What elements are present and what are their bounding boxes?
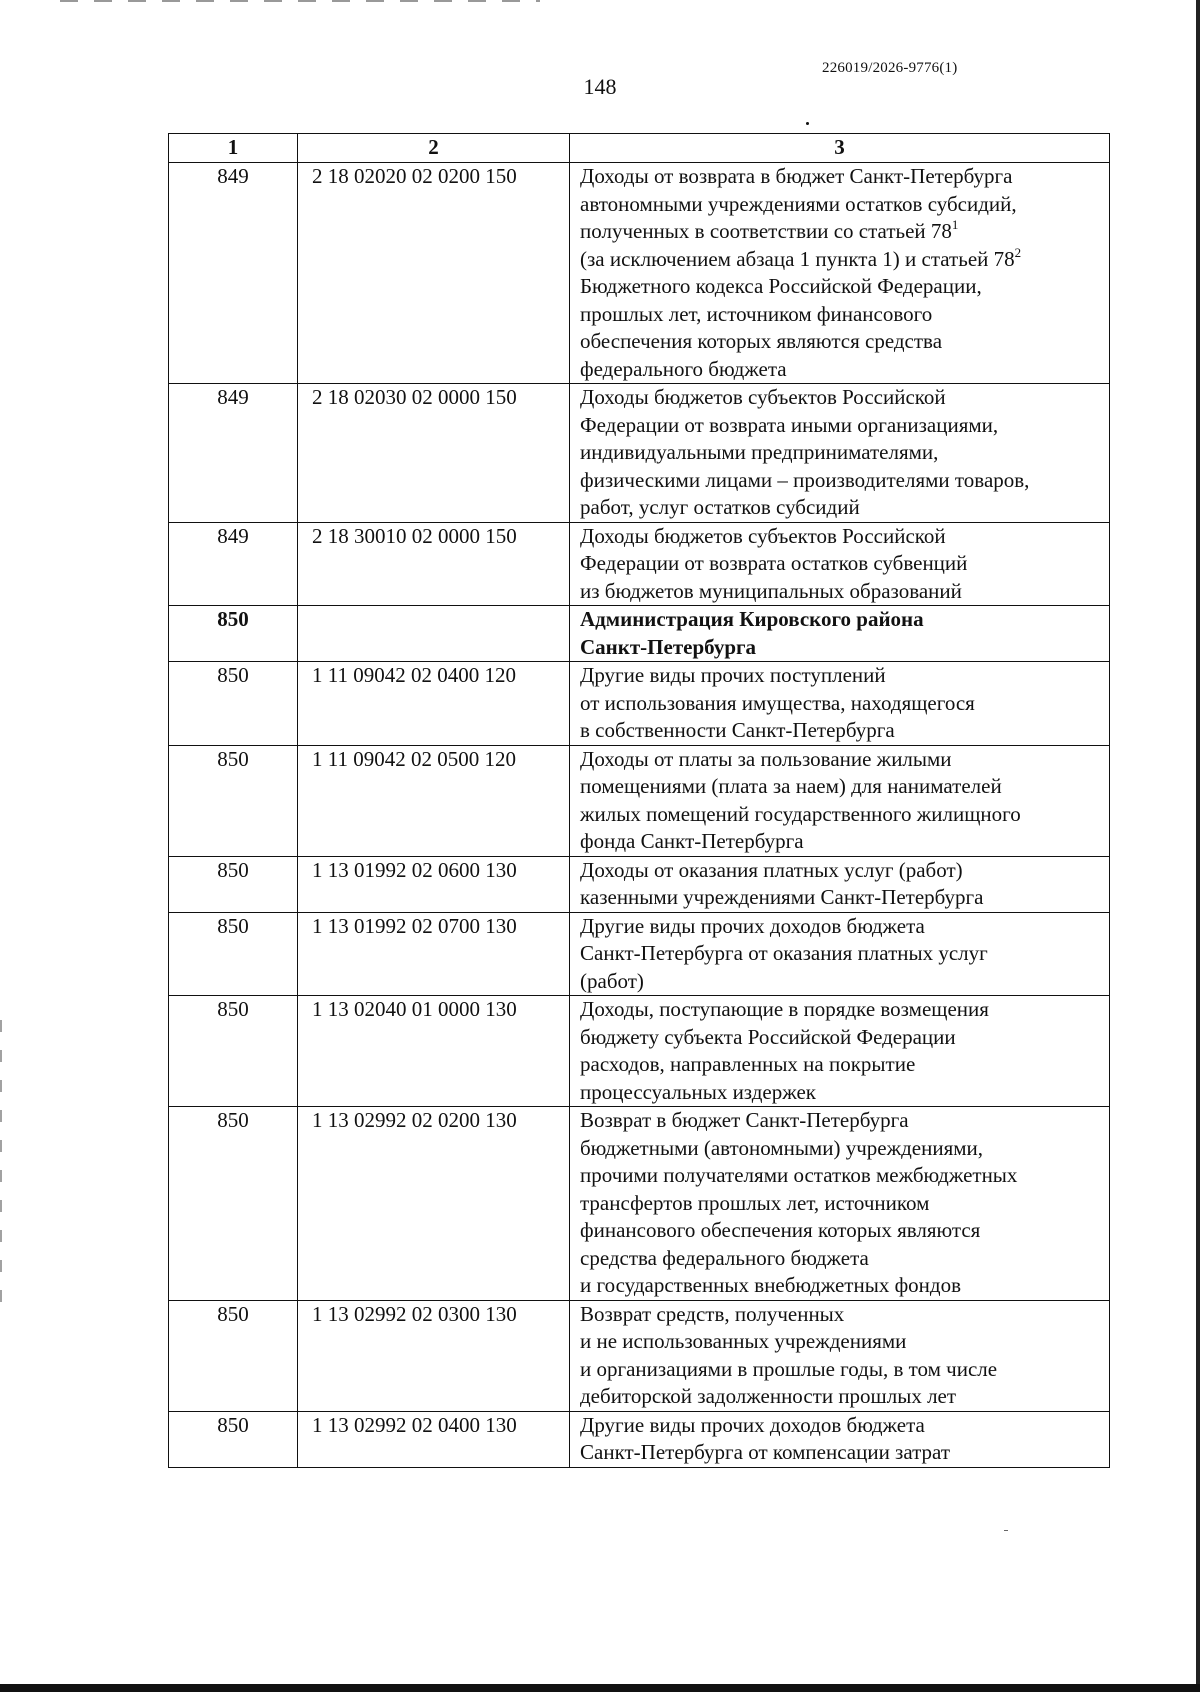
description-line [580,384,1103,412]
description-line [580,884,1103,912]
table-row [169,1411,1110,1467]
description-line [580,1024,1103,1052]
table-header-row [169,134,1110,163]
admin-code-cell: 849 [169,163,298,384]
description-line [580,1051,1103,1079]
description-line [580,828,1103,856]
description-line [580,163,1103,191]
description-text: процессуальных издержек [580,1079,816,1104]
description-text: индивидуальными предпринимателями, [580,440,939,464]
description-line [580,857,1103,885]
description-line [580,1135,1103,1163]
description-cell [570,522,1110,606]
description-text: работ, услуг остатков субсидий [580,495,860,519]
description-cell [570,996,1110,1107]
description-text: Санкт-Петербурга от оказания платных услуг [580,941,988,965]
description-text: бюджету субъекта Российской Федерации [580,1024,956,1049]
description-line [580,1079,1103,1107]
admin-code-cell: 850 [169,662,298,746]
admin-code-cell: 849 [169,522,298,606]
column-header-kbk: 2 [298,134,570,163]
kbk-code-cell: 1 13 01992 02 0600 130 [298,856,570,912]
description-text: дебиторской задолженности прошлых лет [580,1384,957,1408]
table-body [169,163,1110,1468]
kbk-code-cell: 2 18 02020 02 0200 150 [298,163,570,384]
table-row [169,384,1110,523]
kbk-code-cell [298,606,570,662]
description-line [580,246,1103,274]
description-text: Другие виды прочих доходов бюджета [580,1412,925,1437]
table-section-row [169,606,1110,662]
scan-edge-top [60,0,540,2]
description-text: и организациями в прошлые годы, в том числе [580,1356,998,1381]
scan-edge-bottom [0,1684,1200,1692]
description-text: Другие виды прочих доходов бюджета [580,913,925,938]
column-header-admin-code: 1 [169,134,298,163]
description-line [580,1356,1103,1384]
description-line [580,1412,1103,1440]
kbk-code-cell: 1 11 09042 02 0500 120 [298,745,570,856]
description-line [580,1328,1103,1356]
description-line [580,439,1103,467]
description-line [580,913,1103,941]
table-row [169,912,1110,996]
description-text: Администрация Кировского района [580,607,924,631]
kbk-code-cell: 1 13 02040 01 0000 130 [298,996,570,1107]
description-line [580,1301,1103,1329]
description-line [580,550,1103,578]
description-line [580,467,1103,495]
scan-edge-right [1196,0,1200,1692]
description-text: расходов, направленных на покрытие [580,1052,916,1076]
description-text: жилых помещений государственного жилищного [580,801,1021,826]
description-line [580,273,1103,301]
description-line [580,218,1103,246]
description-cell [570,1107,1110,1301]
description-line [580,1272,1103,1300]
description-text: от использования имущества, находящегося [580,690,975,715]
table-row [169,662,1110,746]
description-line [580,746,1103,774]
description-line [580,191,1103,219]
description-text: (работ) [580,968,644,993]
description-text: прошлых лет, источником финансового [580,301,933,326]
description-text: бюджетными (автономными) учреждениями, [580,1135,984,1160]
description-text: (за исключением абзаца 1 пункта 1) и статьей 78 [580,246,1015,271]
description-text: и не использованных учреждениями [580,1329,907,1353]
table-row [169,522,1110,606]
description-text: полученных в соответствии со статьей 78 [580,219,952,243]
admin-code-cell: 850 [169,856,298,912]
description-line [580,1107,1103,1135]
description-line [580,1190,1103,1218]
scan-speck [1004,1530,1008,1531]
page-number: 148 [583,74,617,99]
table-row [169,745,1110,856]
description-text: Санкт-Петербурга [580,634,757,659]
description-line [580,523,1103,551]
description-text: Доходы, поступающие в порядке возмещения [580,997,989,1021]
description-line [580,1217,1103,1245]
description-line [580,940,1103,968]
description-line [580,412,1103,440]
article-superscript: 2 [1014,244,1022,260]
description-text: Доходы от оказания платных услуг (работ) [580,857,963,882]
description-line [580,634,1103,662]
section-title-cell [570,606,1110,662]
description-line [580,578,1103,606]
revenue-codes-table [168,133,1110,1468]
article-superscript: 1 [951,217,959,232]
description-text: финансового обеспечения которых являются [580,1218,981,1242]
table-row [169,856,1110,912]
description-text: трансфертов прошлых лет, источником [580,1190,930,1215]
description-cell [570,912,1110,996]
description-line [580,1383,1103,1411]
table-row [169,163,1110,384]
document-registration-number: 226019/2026-9776(1) [822,60,958,76]
admin-code-cell: 850 [169,912,298,996]
description-text: фонда Санкт-Петербурга [580,829,804,853]
description-cell [570,1300,1110,1411]
description-line [580,690,1103,718]
description-cell [570,662,1110,746]
column-header-description: 3 [570,134,1110,163]
description-line [580,801,1103,829]
description-line [580,1245,1103,1273]
description-text: прочими получателями остатков межбюджетных [580,1163,1018,1187]
description-text: Возврат в бюджет Санкт-Петербурга [580,1108,909,1132]
description-text: обеспечения которых являются средства [580,329,943,353]
kbk-code-cell: 1 13 01992 02 0700 130 [298,912,570,996]
admin-code-cell: 850 [169,606,298,662]
description-text: Доходы от возврата в бюджет Санкт-Петербурга [580,164,1013,188]
description-text: Федерации от возврата остатков субвенций [580,551,968,575]
description-text: Доходы бюджетов субъектов Российской [580,385,946,409]
description-line [580,328,1103,356]
description-text: Возврат средств, полученных [580,1301,845,1326]
admin-code-cell: 850 [169,745,298,856]
scan-dot [806,122,809,125]
scan-edge-left [0,1020,2,1320]
description-line [580,1162,1103,1190]
kbk-code-cell: 1 13 02992 02 0200 130 [298,1107,570,1301]
description-cell [570,1411,1110,1467]
description-line [580,996,1103,1024]
admin-code-cell: 850 [169,1411,298,1467]
admin-code-cell: 850 [169,996,298,1107]
description-text: Санкт-Петербурга от компенсации затрат [580,1440,951,1464]
description-text: федерального бюджета [580,356,787,381]
table-row [169,996,1110,1107]
description-cell [570,745,1110,856]
admin-code-cell: 849 [169,384,298,523]
table-row [169,1107,1110,1301]
description-line [580,356,1103,384]
description-line [580,301,1103,329]
description-text: физическими лицами – производителями товаров, [580,467,1030,492]
description-line [580,662,1103,690]
description-text: казенными учреждениями Санкт-Петербурга [580,885,984,909]
description-line [580,773,1103,801]
description-text: Доходы бюджетов субъектов Российской [580,523,946,548]
description-cell [570,163,1110,384]
description-text: в собственности Санкт-Петербурга [580,718,895,742]
admin-code-cell: 850 [169,1107,298,1301]
description-text: средства федерального бюджета [580,1245,869,1270]
description-text: Другие виды прочих поступлений [580,663,886,687]
kbk-code-cell: 1 13 02992 02 0300 130 [298,1300,570,1411]
description-text: из бюджетов муниципальных образований [580,578,962,603]
description-line [580,968,1103,996]
admin-code-cell: 850 [169,1300,298,1411]
kbk-code-cell: 2 18 02030 02 0000 150 [298,384,570,523]
kbk-code-cell: 2 18 30010 02 0000 150 [298,522,570,606]
description-text: Доходы от платы за пользование жилыми [580,746,952,771]
kbk-code-cell: 1 13 02992 02 0400 130 [298,1411,570,1467]
description-text: Бюджетного кодекса Российской Федерации, [580,274,982,298]
description-line [580,717,1103,745]
table-row [169,1300,1110,1411]
kbk-code-cell: 1 11 09042 02 0400 120 [298,662,570,746]
description-cell [570,856,1110,912]
description-text: Федерации от возврата иными организациями, [580,412,999,437]
description-text: автономными учреждениями остатков субсидий, [580,191,1017,216]
description-line [580,494,1103,522]
description-line [580,1439,1103,1467]
description-text: и государственных внебюджетных фондов [580,1273,962,1297]
description-cell [570,384,1110,523]
description-line [580,606,1103,634]
description-text: помещениями (плата за наем) для нанимателей [580,774,1002,798]
